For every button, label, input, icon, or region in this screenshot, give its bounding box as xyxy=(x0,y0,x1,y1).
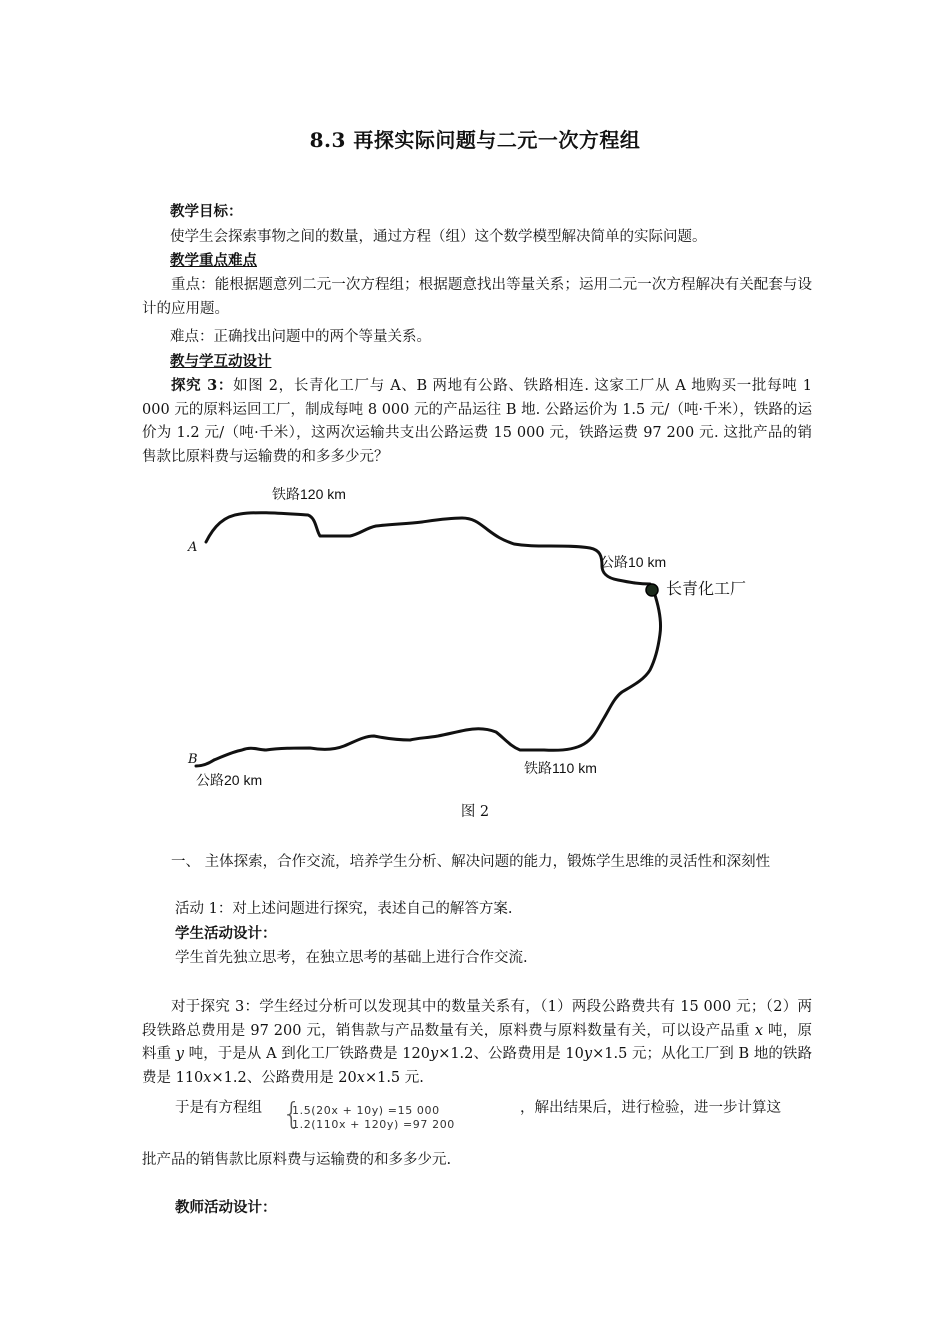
page-title: 8.3 再探实际问题与二元一次方程组 xyxy=(309,128,641,152)
route-map-svg xyxy=(170,474,790,794)
rail-bottom-label: 铁路110 km xyxy=(524,760,597,776)
figure-caption: 图 2 xyxy=(460,804,490,820)
analysis-part: ×1.5 元；从化工厂到 B 地的铁路费是 110 xyxy=(142,1046,812,1086)
analysis-part: ×1.2、公路费用是 10 xyxy=(438,1046,584,1062)
factory-marker xyxy=(646,584,658,596)
equation-continuation: 批产品的销售款比原料费与运输费的和多多少元. xyxy=(142,1152,452,1168)
analysis-paragraph xyxy=(142,996,812,1090)
explore-paragraph xyxy=(142,374,812,469)
explore-text: 如图 2，长青化工厂与 A、B 两地有公路、铁路相连. 这家工厂从 A 地购买一批每吨 1 000 元的原料运回工厂，制成每吨 8 000 元的产品运往 B 地. 公路运价为 1.5 元/（吨·千米），铁路的运价为 1.2 元/（吨·千米），这两次运输共支出公路运费 15 000 元，铁路运费 97 200 元. 这批产品的销售款比原料费与运输费的和多多少元？ xyxy=(142,378,813,465)
student-heading: 学生活动设计： xyxy=(175,925,277,942)
equation-system xyxy=(282,1097,522,1135)
var-y: y xyxy=(175,1046,184,1062)
goals-text: 使学生会探索事物之间的数量，通过方程（组）这个数学模型解决简单的实际问题。 xyxy=(170,229,707,245)
brace-icon: { xyxy=(282,1097,302,1132)
road-right-label: 公路10 km xyxy=(600,554,667,570)
analysis-part: ×1.5 元. xyxy=(364,1069,424,1086)
road-left-label: 公路20 km xyxy=(196,772,263,788)
equation-row-2: 1.2(110x + 120y) =97 200 xyxy=(292,1118,455,1131)
rail-top-line xyxy=(206,513,602,566)
var-y: y xyxy=(583,1046,593,1062)
equation-tail: ，解出结果后，进行检验，进一步计算这 xyxy=(520,1100,781,1116)
key-heading: 教学重点难点 xyxy=(170,252,257,269)
factory-label: 长青化工厂 xyxy=(666,581,747,598)
var-x: x xyxy=(356,1069,365,1086)
difficulty: 难点：正确找出问题中的两个等量关系。 xyxy=(170,329,431,345)
equation-row-1: 1.5(20x + 10y) =15 000 xyxy=(292,1104,440,1117)
analysis-part: 吨，原料重 xyxy=(142,1022,813,1062)
teacher-heading: 教师活动设计： xyxy=(175,1199,277,1216)
equation-lead: 于是有方程组 xyxy=(175,1100,262,1116)
var-y: y xyxy=(429,1046,439,1062)
activity-one: 活动 1：对上述问题进行探究，表述自己的解答方案. xyxy=(175,901,513,917)
explore-label: 探究 3： xyxy=(171,377,234,394)
rail-bottom-line xyxy=(214,736,410,760)
analysis-part: ×1.2、公路费用是 20 xyxy=(211,1069,357,1086)
key-point: 重点：能根据题意列二元一次方程组；根据题意找出等量关系；运用二元一次方程解决有关配套与设计的应用题。 xyxy=(142,277,812,317)
analysis-part: 对于探究 3：学生经过分析可以发现其中的数量关系有，（1）两段公路费共有 15 000 元；（2）两段铁路总费用是 97 200 元，销售款与产品数量有关，原料费与原料数量有关，可以设产品重 xyxy=(142,999,812,1039)
rail-top-label: 铁路120 km xyxy=(272,486,346,502)
var-x: x xyxy=(203,1069,212,1086)
design-heading: 教与学互动设计 xyxy=(170,353,272,370)
var-x: x xyxy=(754,1022,764,1039)
road-left-line xyxy=(196,760,214,766)
rail-right-line xyxy=(410,592,661,750)
analysis-part: 吨，于是从 A 到化工厂铁路费是 120 xyxy=(183,1046,430,1062)
goals-heading: 教学目标： xyxy=(170,203,243,220)
route-map-figure xyxy=(170,474,790,794)
student-text: 学生首先独立思考，在独立思考的基础上进行合作交流. xyxy=(175,950,528,966)
point-a-label: A xyxy=(188,540,198,555)
section-one: 一、 主体探索，合作交流，培养学生分析、解决问题的能力，锻炼学生思维的灵活性和深刻性 xyxy=(171,854,771,870)
point-b-label: B xyxy=(188,752,198,767)
